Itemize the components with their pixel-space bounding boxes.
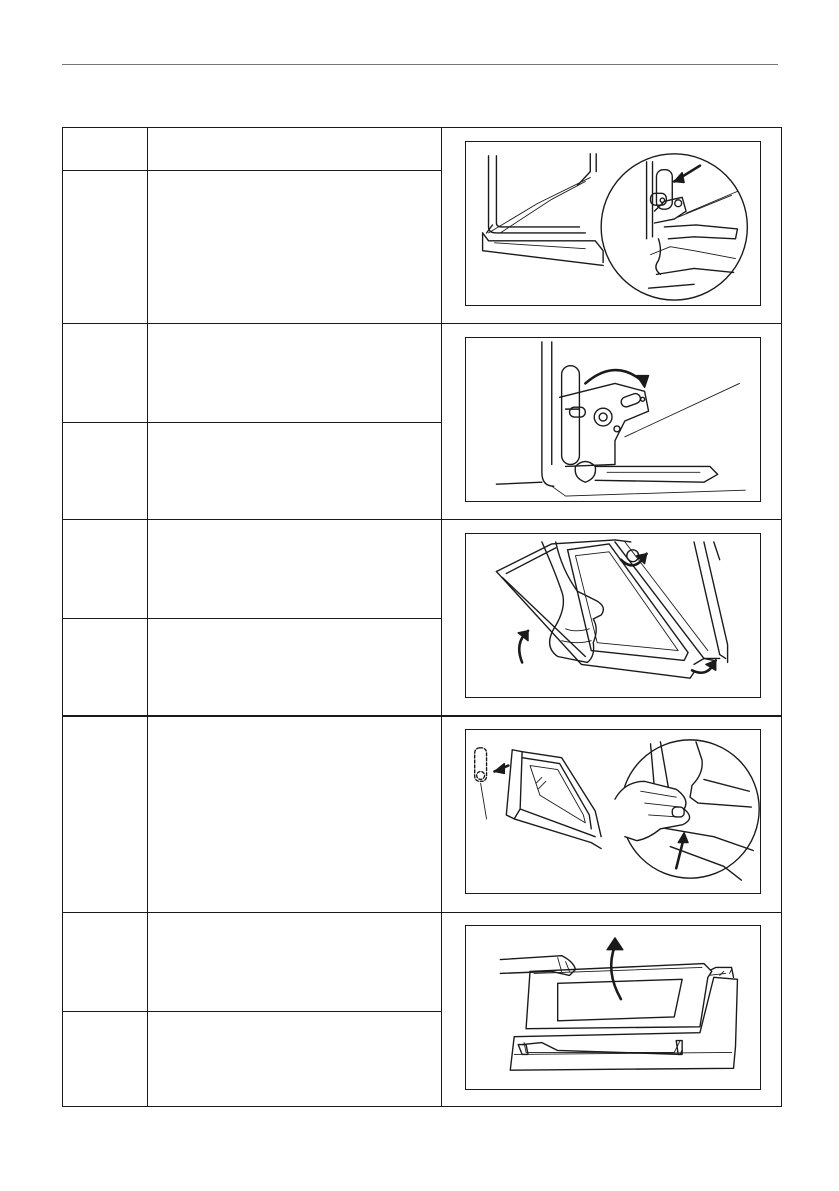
step-number — [63, 171, 147, 323]
step-number — [63, 1012, 147, 1106]
step-text — [148, 171, 441, 323]
step-number — [63, 324, 147, 422]
step-text — [148, 520, 441, 618]
step-number — [63, 423, 147, 519]
step-text — [148, 913, 441, 1011]
step-text — [148, 717, 441, 912]
step-text — [148, 128, 441, 170]
step-number — [63, 717, 147, 912]
step-number — [63, 128, 147, 170]
hinge-lever-lock-icon — [465, 141, 761, 306]
door-trim-release-icon — [465, 729, 761, 894]
header-rule — [62, 64, 778, 65]
door-lift-icon — [465, 533, 761, 698]
step-text — [148, 619, 441, 715]
step-number — [63, 913, 147, 1011]
step-number — [63, 520, 147, 618]
column-divider-text — [441, 128, 442, 1106]
step-text — [148, 1012, 441, 1106]
hinge-rotate-icon — [465, 337, 761, 502]
step-number — [63, 619, 147, 715]
instruction-table — [62, 127, 782, 1107]
glass-panel-removal-icon — [465, 925, 761, 1090]
step-text — [148, 423, 441, 519]
step-text — [148, 324, 441, 422]
